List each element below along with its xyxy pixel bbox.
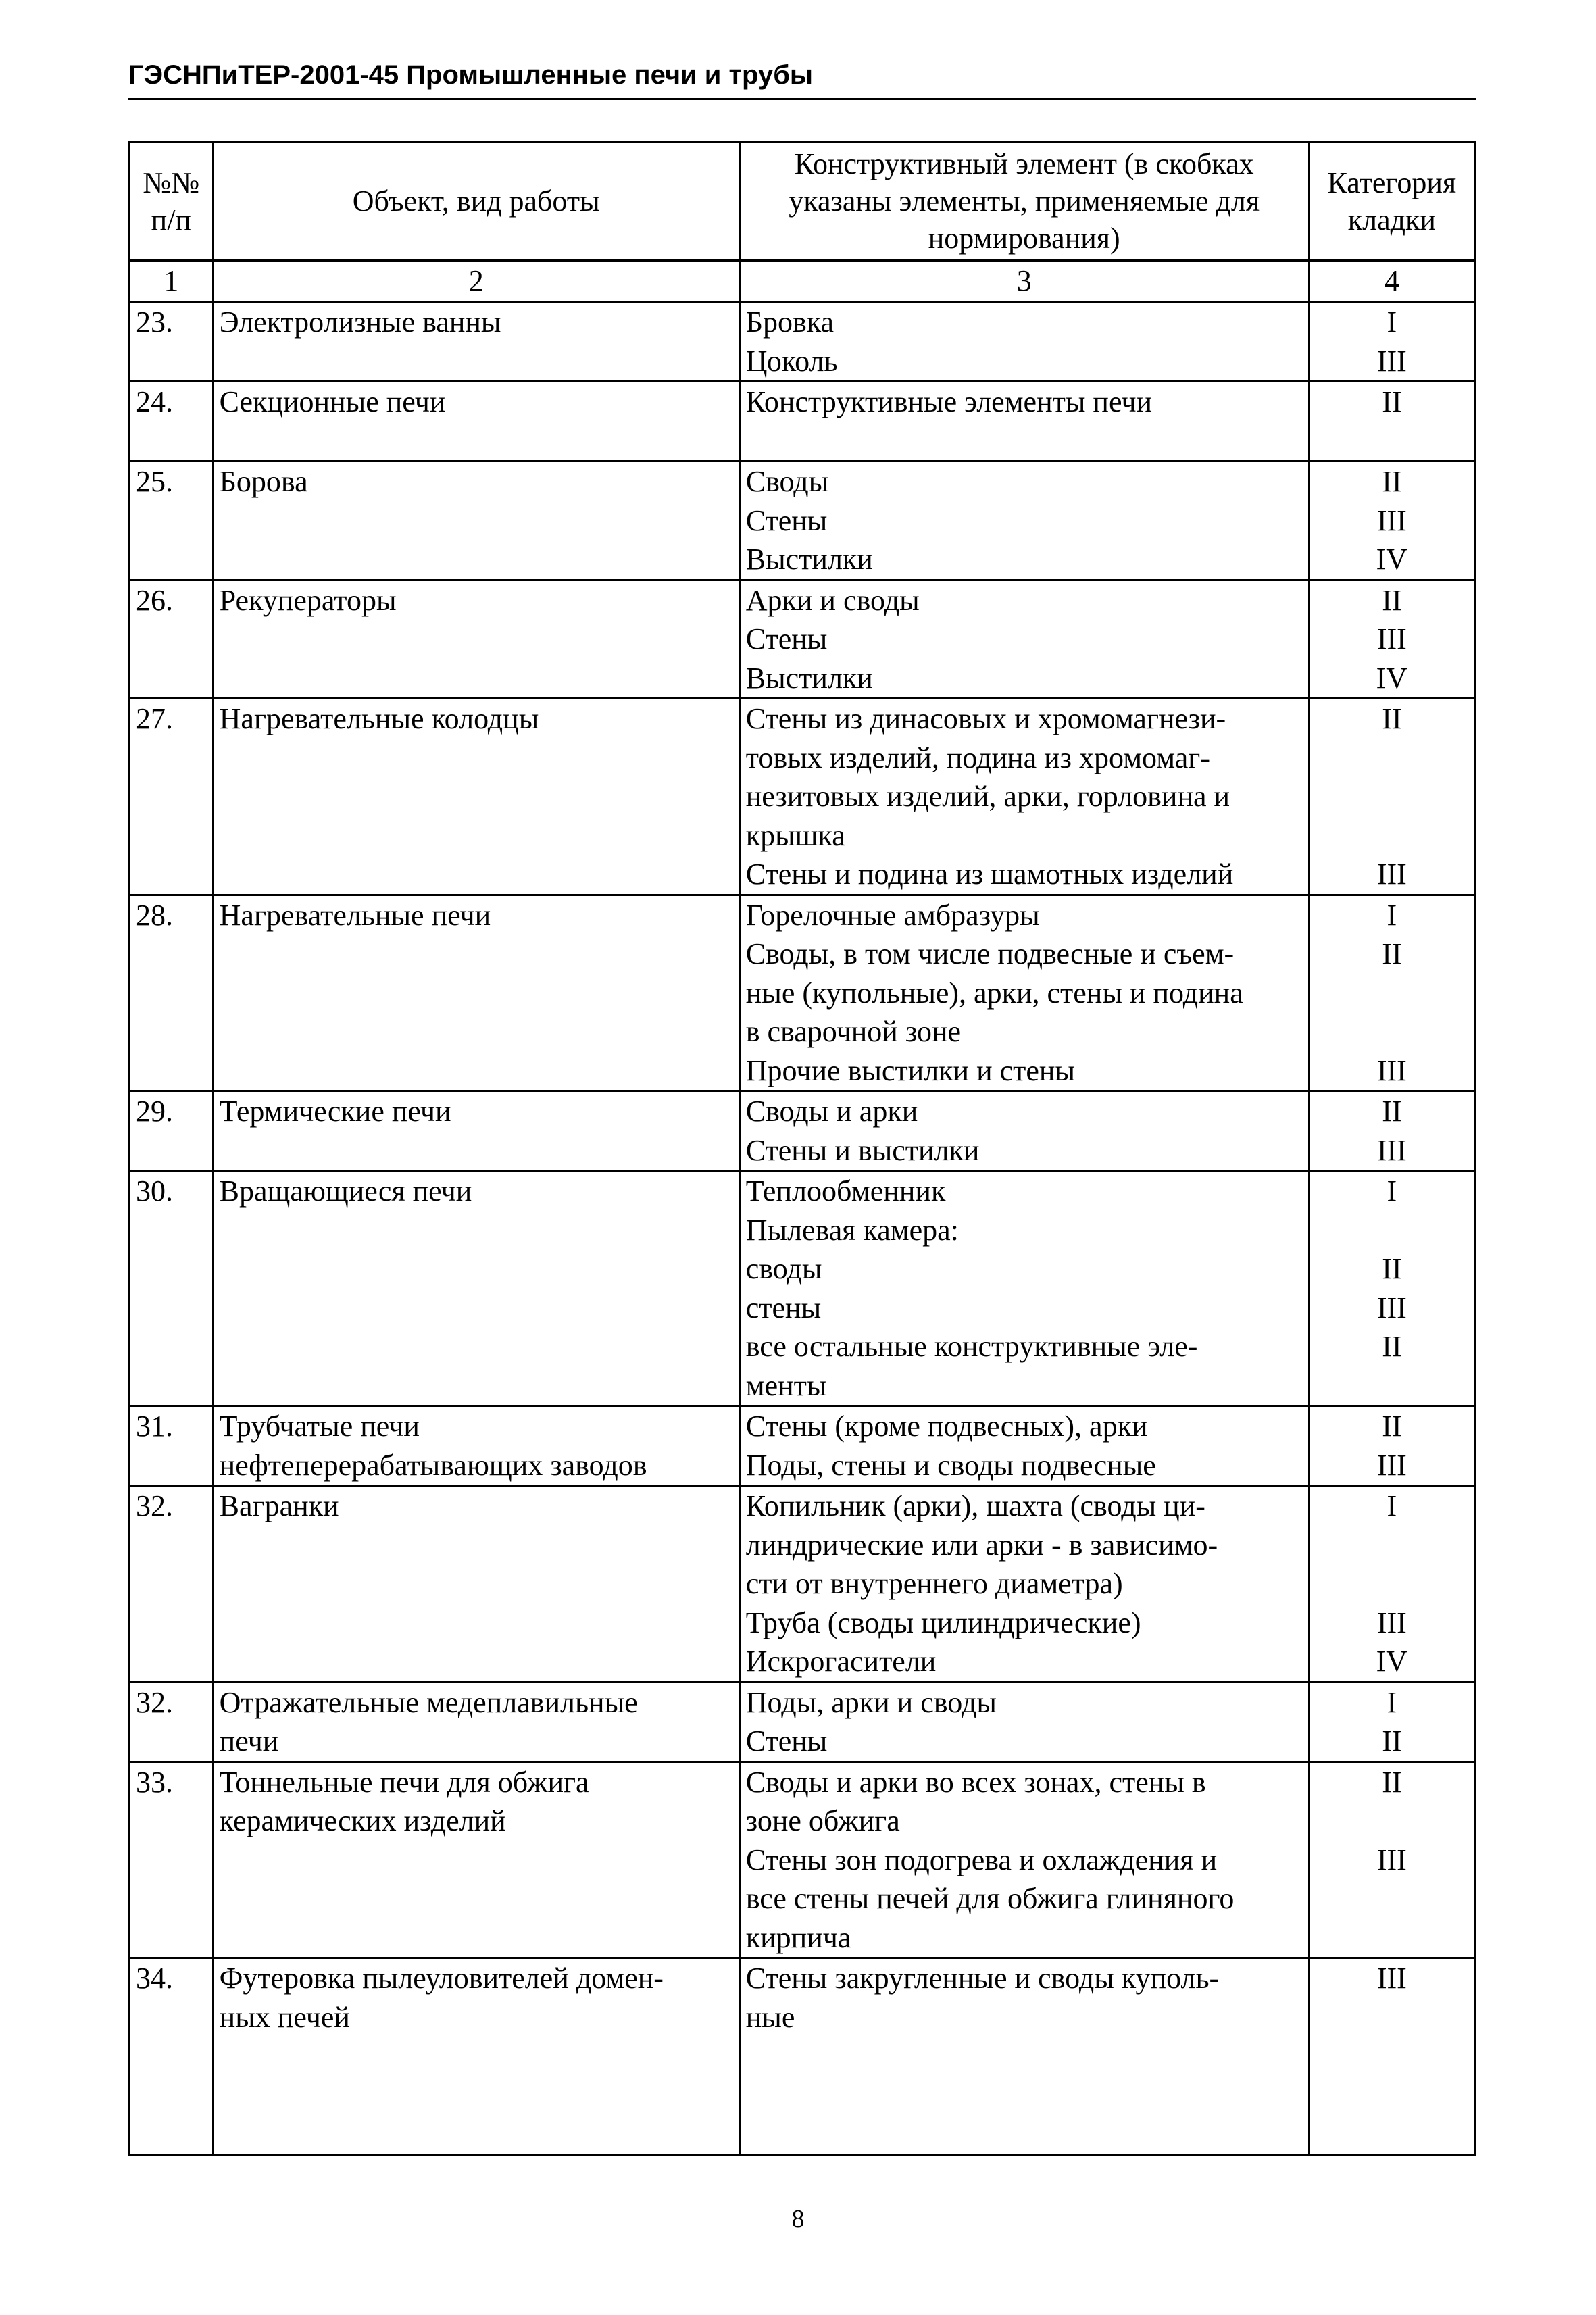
cell-line: I: [1387, 305, 1397, 339]
row-number: 30.: [130, 1171, 214, 1406]
cell-line: II: [1382, 1765, 1402, 1799]
cell-line: Прочие выстилки и стены: [745, 1053, 1076, 1087]
cell-line: I: [1387, 1685, 1397, 1719]
row-number: 28.: [130, 895, 214, 1091]
cell-line: Поды, стены и своды подвесные: [745, 1448, 1156, 1482]
cell-line: [1316, 1564, 1468, 1603]
cell-line: [1316, 777, 1468, 816]
row-element: [739, 1762, 1309, 1958]
cell-line: III: [1376, 503, 1407, 537]
cell-line: печи: [219, 1724, 279, 1758]
row-number: 34.: [130, 1958, 214, 2155]
cell-line: II: [1382, 1724, 1402, 1758]
cell-line: II: [1382, 1095, 1402, 1128]
table-row: [130, 1762, 1475, 1958]
cell-line: Рекуператоры: [219, 583, 397, 617]
cell-line: II: [1382, 1330, 1402, 1363]
cell-line: III: [1376, 1605, 1407, 1639]
row-category: [1309, 1958, 1474, 2155]
row-object: [213, 382, 739, 462]
row-number: 29.: [130, 1091, 214, 1171]
cell-line: керамических изделий: [219, 1804, 506, 1837]
row-object: [213, 1682, 739, 1762]
row-number: 33.: [130, 1762, 214, 1958]
row-element: [739, 1682, 1309, 1762]
norms-table: [128, 141, 1476, 2156]
cell-line: Теплообменник: [745, 1174, 946, 1208]
row-object: [213, 1958, 739, 2155]
cell-line: Конструктивные элементы печи: [745, 385, 1153, 418]
cell-line: Электролизные ванны: [219, 305, 501, 339]
cell-line: III: [1376, 1843, 1407, 1876]
row-number: 31.: [130, 1406, 214, 1486]
cell-line: II: [1382, 1252, 1402, 1285]
cell-line: в сварочной зоне: [745, 1015, 962, 1048]
row-object: [213, 580, 739, 699]
row-object: [213, 1091, 739, 1171]
cell-line: III: [1376, 1053, 1407, 1087]
column-index-row: [130, 261, 1475, 302]
cell-line: [1316, 1211, 1468, 1250]
row-category: [1309, 699, 1474, 895]
cell-line: ных печей: [219, 2000, 350, 2034]
cell-line: Цоколь: [745, 344, 838, 378]
table-header-row: [130, 142, 1475, 261]
cell-line: Стены зон подогрева и охлаждения и: [745, 1843, 1218, 1876]
cell-line: Стены: [745, 1724, 828, 1758]
row-element: [739, 382, 1309, 462]
cell-line: Стены: [745, 622, 828, 655]
cell-line: Вагранки: [219, 1489, 339, 1522]
cell-line: III: [1376, 344, 1407, 378]
cell-line: IV: [1376, 661, 1408, 695]
cell-line: Вращающиеся печи: [219, 1174, 472, 1208]
cell-line: менты: [745, 1368, 827, 1402]
row-element: [739, 580, 1309, 699]
table-row: [130, 1958, 1475, 2155]
cell-line: III: [1376, 1133, 1407, 1167]
cell-line: все остальные конструктивные эле-: [745, 1330, 1198, 1363]
cell-line: Стены закругленные и своды куполь-: [745, 1962, 1220, 1995]
cell-line: III: [1376, 857, 1407, 891]
cell-line: Трубчатые печи: [219, 1410, 420, 1443]
table-row: [130, 699, 1475, 895]
cell-line: Своды и арки во всех зонах, стены в: [745, 1765, 1206, 1799]
cell-line: I: [1387, 898, 1397, 932]
row-category: [1309, 302, 1474, 382]
cell-line: ные (купольные), арки, стены и подина: [745, 976, 1243, 1010]
cell-line: I: [1387, 1489, 1397, 1522]
cell-line: Отражательные медеплавильные: [219, 1685, 638, 1719]
row-category: [1309, 1486, 1474, 1683]
cell-line: ные: [745, 2000, 795, 2034]
cell-line: зоне обжига: [745, 1804, 900, 1837]
row-category: [1309, 1091, 1474, 1171]
table-row: [130, 895, 1475, 1091]
column-index: 4: [1309, 261, 1474, 302]
table-row: [130, 1486, 1475, 1683]
cell-line: Нагревательные колодцы: [219, 702, 539, 735]
table-row: [130, 580, 1475, 699]
cell-line: Бровка: [745, 305, 834, 339]
cell-line: III: [1376, 622, 1407, 655]
cell-line: Стены из динасовых и хромомагнези-: [745, 702, 1226, 735]
cell-line: все стены печей для обжига глиняного: [745, 1882, 1235, 1915]
row-number: 24.: [130, 382, 214, 462]
cell-line: II: [1382, 583, 1402, 617]
row-element: [739, 462, 1309, 580]
row-element: [739, 1091, 1309, 1171]
header-num: №№ п/п: [130, 142, 214, 261]
row-element: [739, 699, 1309, 895]
cell-line: Секционные печи: [219, 385, 446, 418]
cell-line: [1316, 1801, 1468, 1841]
cell-line: Термические печи: [219, 1095, 451, 1128]
row-category: [1309, 1762, 1474, 1958]
cell-line: [1316, 1879, 1468, 1918]
row-object: [213, 895, 739, 1091]
cell-line: кирпича: [745, 1920, 851, 1954]
cell-line: стены: [745, 1291, 822, 1324]
row-category: [1309, 580, 1474, 699]
cell-line: III: [1376, 1962, 1407, 1995]
column-index: 2: [213, 261, 739, 302]
cell-line: Своды: [745, 465, 829, 498]
cell-line: Тоннельные печи для обжига: [219, 1765, 589, 1799]
row-category: [1309, 1406, 1474, 1486]
cell-line: Арки и своды: [745, 583, 920, 617]
row-element: [739, 1958, 1309, 2155]
cell-line: незитовых изделий, арки, горловина и: [745, 780, 1230, 813]
cell-line: Копильник (арки), шахта (своды ци-: [745, 1489, 1205, 1522]
table-row: [130, 462, 1475, 580]
cell-line: Стены: [745, 503, 828, 537]
header-object: Объект, вид работы: [213, 142, 739, 261]
row-number: 26.: [130, 580, 214, 699]
cell-line: Выстилки: [745, 661, 873, 695]
cell-line: Стены и выстилки: [745, 1133, 980, 1167]
cell-line: [1316, 739, 1468, 778]
row-element: [739, 302, 1309, 382]
row-object: [213, 1406, 739, 1486]
cell-line: [1316, 1366, 1468, 1405]
row-number: 32.: [130, 1486, 214, 1683]
row-object: [213, 462, 739, 580]
cell-line: своды: [745, 1252, 822, 1285]
cell-line: Пылевая камера:: [745, 1213, 959, 1247]
row-object: [213, 1486, 739, 1683]
running-header: ГЭСНПиТЕР-2001-45 Промышленные печи и трубы: [128, 60, 814, 90]
row-object: [213, 1762, 739, 1958]
table-row: [130, 382, 1475, 462]
table-row: [130, 1682, 1475, 1762]
cell-line: Своды, в том числе подвесные и съем-: [745, 937, 1235, 970]
cell-line: Стены (кроме подвесных), арки: [745, 1410, 1148, 1443]
header-category: Категория кладки: [1309, 142, 1474, 261]
header-element: Конструктивный элемент (в скобках указаны элементы, применяемые для нормирования): [739, 142, 1309, 261]
table-row: [130, 1406, 1475, 1486]
cell-line: II: [1382, 465, 1402, 498]
cell-line: [1316, 1012, 1468, 1051]
table-row: [130, 302, 1475, 382]
cell-line: Горелочные амбразуры: [745, 898, 1040, 932]
row-number: 23.: [130, 302, 214, 382]
cell-line: II: [1382, 385, 1402, 418]
row-category: [1309, 382, 1474, 462]
row-element: [739, 1406, 1309, 1486]
cell-line: [1316, 1918, 1468, 1958]
cell-line: II: [1382, 702, 1402, 735]
row-number: 27.: [130, 699, 214, 895]
row-category: [1309, 462, 1474, 580]
cell-line: IV: [1376, 543, 1408, 576]
cell-line: I: [1387, 1174, 1397, 1208]
row-object: [213, 1171, 739, 1406]
row-object: [213, 699, 739, 895]
cell-line: Нагревательные печи: [219, 898, 491, 932]
cell-line: Выстилки: [745, 543, 873, 576]
cell-line: [1316, 816, 1468, 855]
cell-line: Поды, арки и своды: [745, 1685, 997, 1719]
table-row: [130, 1171, 1475, 1406]
row-category: [1309, 1171, 1474, 1406]
cell-line: Борова: [219, 465, 308, 498]
table-row: [130, 1091, 1475, 1171]
cell-line: нефтеперерабатывающих заводов: [219, 1448, 647, 1482]
cell-line: крышка: [745, 818, 845, 852]
table-body: [130, 302, 1475, 2155]
cell-line: Стены и подина из шамотных изделий: [745, 857, 1234, 891]
column-index: 1: [130, 261, 214, 302]
cell-line: IV: [1376, 1645, 1408, 1678]
cell-line: III: [1376, 1448, 1407, 1482]
row-element: [739, 1171, 1309, 1406]
row-object: [213, 302, 739, 382]
cell-line: II: [1382, 1410, 1402, 1443]
row-element: [739, 1486, 1309, 1683]
cell-line: Искрогасители: [745, 1645, 937, 1678]
page-number: 8: [791, 2205, 805, 2233]
cell-line: [1316, 974, 1468, 1013]
cell-line: линдрические или арки - в зависимо-: [745, 1528, 1218, 1562]
cell-line: Своды и арки: [745, 1095, 918, 1128]
cell-line: Труба (своды цилиндрические): [745, 1605, 1141, 1639]
row-number: 25.: [130, 462, 214, 580]
column-index: 3: [739, 261, 1309, 302]
cell-line: сти от внутреннего диаметра): [745, 1567, 1123, 1600]
cell-line: II: [1382, 937, 1402, 970]
cell-line: товых изделий, подина из хромомаг-: [745, 741, 1210, 774]
cell-line: Футеровка пылеуловителей домен-: [219, 1962, 664, 1995]
cell-line: [1316, 1526, 1468, 1565]
row-element: [739, 895, 1309, 1091]
header-rule: [128, 98, 1476, 100]
row-category: [1309, 1682, 1474, 1762]
row-number: 32.: [130, 1682, 214, 1762]
row-category: [1309, 895, 1474, 1091]
cell-line: III: [1376, 1291, 1407, 1324]
